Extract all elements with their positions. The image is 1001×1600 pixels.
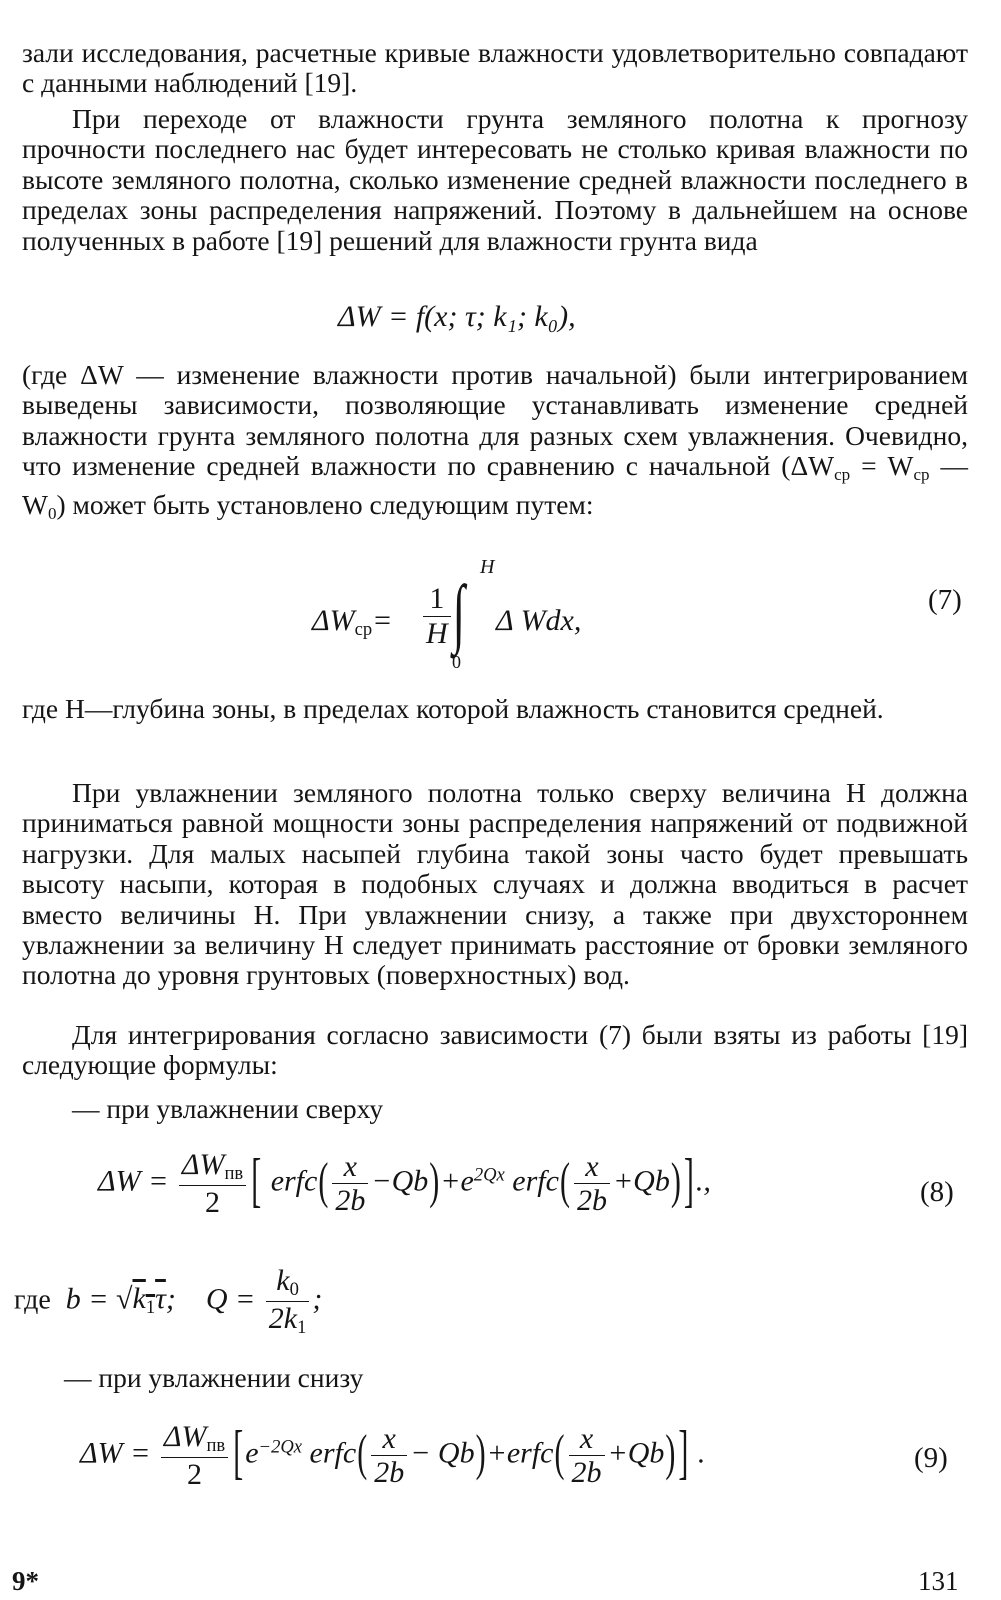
paragraph-4: где H—глубина зоны, в пределах которой влажность становится средней. xyxy=(22,693,884,724)
paragraph-6: Для интегрирования согласно зависимости (7) были взяты из работы [19] следующие формулы: xyxy=(22,1019,968,1081)
page-number: 131 xyxy=(918,1566,959,1596)
paragraph-3: (где ΔW — изменение влажности против начальной) были интегрированием выведены зависимости, позволяющие устанавливать изменение средней влажности грунта земляного полотна для разных схем увлажнения. Очевидно, что изменение средней влажности по сравнению с начальной ($\Delta W_{ср} = W_{ср}$ — $W_0$) может быть установлено следующим путем: xyxy=(22,359,968,524)
paragraph-5: При увлажнении земляного полотна только сверху величина H должна приниматься равной мощности зоны распределения напряжений от подвижной нагрузки. Для малых насыпей глубина такой зоны часто будет превышать высоту насыпи, которая в подобных случаях и должна вводиться в расчет вместо величины H. При увлажнении снизу, а также при двухстороннем увлажнении за величину H следует принимать расстояние от бровки земляного полотна до уровня грунтовых (поверхностных) вод. xyxy=(22,777,968,991)
signature-mark: 9* xyxy=(12,1566,39,1596)
document-page: зали исследования, расчетные кривые влажности удовлетворительно совпадают с данными наблюдений [19]. При переходе от влажности грунта земляного полотна к прогнозу прочности последнего нас будет интересовать не столько кривая влажности по высоте земляного полотна, сколько изменение средней влажности последнего в пределах зоны распределения напряжений. Поэтому в дальнейшем на основе полученных в работе [19] решений для влажности грунта вида ΔW = f(x; τ; k₁; k₀), (где ΔW — изменение влажности против начальной) были интегрированием выведены зависимости, позволяющие устанавливать изменение средней влажности грунта земляного полотна для разных схем увлажнения. Очевидно, что изменение средней влажности по сравнению с начальной ($\Delta W_{ср} = W_{ср}$ — $W_0$) может быть установлено следующим путем: $\Delta W_{ср}=$ $\frac{1}{H}$ ∫ H 0 Δ Wdx, (7) где H—глубина зоны, в пределах которой влажность становится средней. При увлажнении земляного полотна только сверху величина H должна приниматься равной мощности зоны распределения напряжений от подвижной нагрузки. Для малых насыпей глубина такой зоны часто будет превышать высоту насыпи, которая в подобных случаях и должна вводиться в расчет вместо величины H. При увлажнении снизу, а также при двухстороннем увлажнении за величину H следует принимать расстояние от бровки земляного полотна до уровня грунтовых (поверхностных) вод. Для интегрирования согласно зависимости (7) были взяты из работы [19] следующие формулы: — при увлажнении сверху ΔW = $\frac{\Delta W_{пв}}{2}$ [ erfc( $\frac{x}{2b}$ $-Qb)+e^{2Qx}$ erfc( $\frac{x}{2b}$ +Qb) ]., (8) где $b = √k_1\tau$; Q = $\frac{k_0}{2k_1}$ ; — при увлажнении снизу ΔW = $\frac{\Delta W_{пв}}{2}$ [$e^{-2Qx}$ erfc( $\frac{x}{2b}$ − Qb)+erfc( $\frac{x}{2b}$ +Qb) ] . (9) 9* 131 xyxy=(12,37,968,1596)
paragraph-1: зали исследования, расчетные кривые влажности удовлетворительно совпадают с данными наблюдений [19]. xyxy=(22,37,968,99)
paragraph-2: При переходе от влажности грунта земляного полотна к прогнозу прочности последнего нас будет интересовать не столько кривая влажности по высоте земляного полотна, сколько изменение средней влажности последнего в пределах зоны распределения напряжений. Поэтому в дальнейшем на основе полученных в работе [19] решений для влажности грунта вида xyxy=(22,103,968,256)
definitions-b-q: где $b = √k_1\tau$; Q = $\frac{k_0}{2k_1}$ ; xyxy=(14,1264,323,1339)
equation-9: ΔW = $\frac{\Delta W_{пв}}{2}$ [$e^{-2Qx}$ erfc( $\frac{x}{2b}$ − Qb)+erfc( $\frac{x}{2b}$ +Qb) ] . xyxy=(80,1419,706,1492)
case-label-top: — при увлажнении сверху xyxy=(72,1093,384,1124)
equation-8: ΔW = $\frac{\Delta W_{пв}}{2}$ [ erfc( $\frac{x}{2b}$ $-Qb)+e^{2Qx}$ erfc( $\frac{x}{2b}$ +Qb) ]., xyxy=(98,1147,711,1220)
equation-w-function: ΔW = f(x; τ; k₁; k₀), xyxy=(338,300,576,333)
case-label-bottom: — при увлажнении снизу xyxy=(64,1362,364,1393)
